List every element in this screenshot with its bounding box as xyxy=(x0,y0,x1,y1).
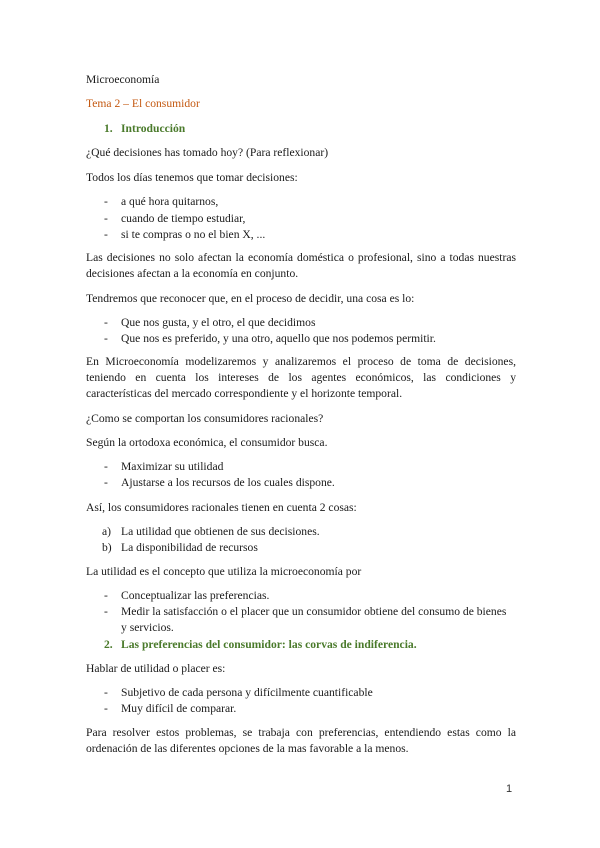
list-marker: - xyxy=(104,212,108,225)
heading-1-number: 1. xyxy=(104,122,113,135)
paragraph-7: La utilidad es el concepto que utiliza la microeconomía por xyxy=(86,565,362,578)
list-item: Maximizar su utilidad xyxy=(121,460,224,473)
list-item: Que nos gusta, y el otro, el que decidimos xyxy=(121,316,316,329)
list-item: cuando de tiempo estudiar, xyxy=(121,212,246,225)
paragraph-9-line: ordenación de las diferentes opciones de la mas favorable a la menos. xyxy=(86,742,409,755)
list-item: Medir la satisfacción o el placer que un consumidor obtiene del consumo de bienes xyxy=(121,605,507,618)
paragraph-1: Todos los días tenemos que tomar decisiones: xyxy=(86,171,298,184)
paragraph-4-line: características del mercado correspondiente y el horizonte temporal. xyxy=(86,387,403,400)
list-marker: - xyxy=(104,605,108,618)
list-marker: - xyxy=(104,316,108,329)
paragraph-4-line: En Microeconomía modelizaremos y analizaremos el proceso de toma de decisiones, xyxy=(86,355,516,368)
paragraph-9-line: Para resolver estos problemas, se trabaja con preferencias, entendiendo estas como la xyxy=(86,726,516,739)
list-marker: b) xyxy=(102,541,112,554)
list-item: Conceptualizar las preferencias. xyxy=(121,589,270,602)
list-item: Subjetivo de cada persona y difícilmente cuantificable xyxy=(121,686,373,699)
list-item: Que nos es preferido, y una otro, aquello que nos podemos permitir. xyxy=(121,332,436,345)
heading-1-label: Introducción xyxy=(121,122,186,135)
paragraph-5: Según la ortodoxa económica, el consumidor busca. xyxy=(86,436,328,449)
list-marker: a) xyxy=(102,525,112,538)
paragraph-3: Tendremos que reconocer que, en el proceso de decidir, una cosa es lo: xyxy=(86,292,415,305)
list-marker: - xyxy=(104,702,108,715)
paragraph-4-line: teniendo en cuenta los intereses de los agentes económicos, las condiciones y xyxy=(86,371,516,384)
paragraph-2-line: Las decisiones no solo afectan la economía doméstica o profesional, sino a todas nuestras xyxy=(86,251,516,264)
paragraph-2-line: decisiones afectan a la economía en conjunto. xyxy=(86,267,299,280)
list-marker: - xyxy=(104,476,108,489)
list-marker: - xyxy=(104,332,108,345)
heading-2-number: 2. xyxy=(104,638,113,651)
question-1: ¿Qué decisiones has tomado hoy? (Para reflexionar) xyxy=(86,146,329,159)
list-marker: - xyxy=(104,460,108,473)
list-item: La utilidad que obtienen de sus decisiones. xyxy=(121,525,320,538)
heading-2-label: Las preferencias del consumidor: las corvas de indiferencia. xyxy=(121,638,417,651)
paragraph-6: Así, los consumidores racionales tienen en cuenta 2 cosas: xyxy=(86,501,357,514)
list-item: si te compras o no el bien X, ... xyxy=(121,228,266,241)
section-title: Tema 2 – El consumidor xyxy=(86,97,200,110)
doc-title: Microeconomía xyxy=(86,73,160,86)
list-marker: - xyxy=(104,228,108,241)
list-item: La disponibilidad de recursos xyxy=(121,541,258,554)
list-item: Muy difícil de comparar. xyxy=(121,702,237,715)
list-item-continuation: y servicios. xyxy=(121,621,174,634)
list-marker: - xyxy=(104,195,108,208)
list-item: a qué hora quitarnos, xyxy=(121,195,219,208)
list-marker: - xyxy=(104,686,108,699)
paragraph-8: Hablar de utilidad o placer es: xyxy=(86,662,226,675)
page-number: 1 xyxy=(506,783,513,795)
list-item: Ajustarse a los recursos de los cuales dispone. xyxy=(121,476,335,489)
question-2: ¿Como se comportan los consumidores racionales? xyxy=(86,412,324,425)
list-marker: - xyxy=(104,589,108,602)
